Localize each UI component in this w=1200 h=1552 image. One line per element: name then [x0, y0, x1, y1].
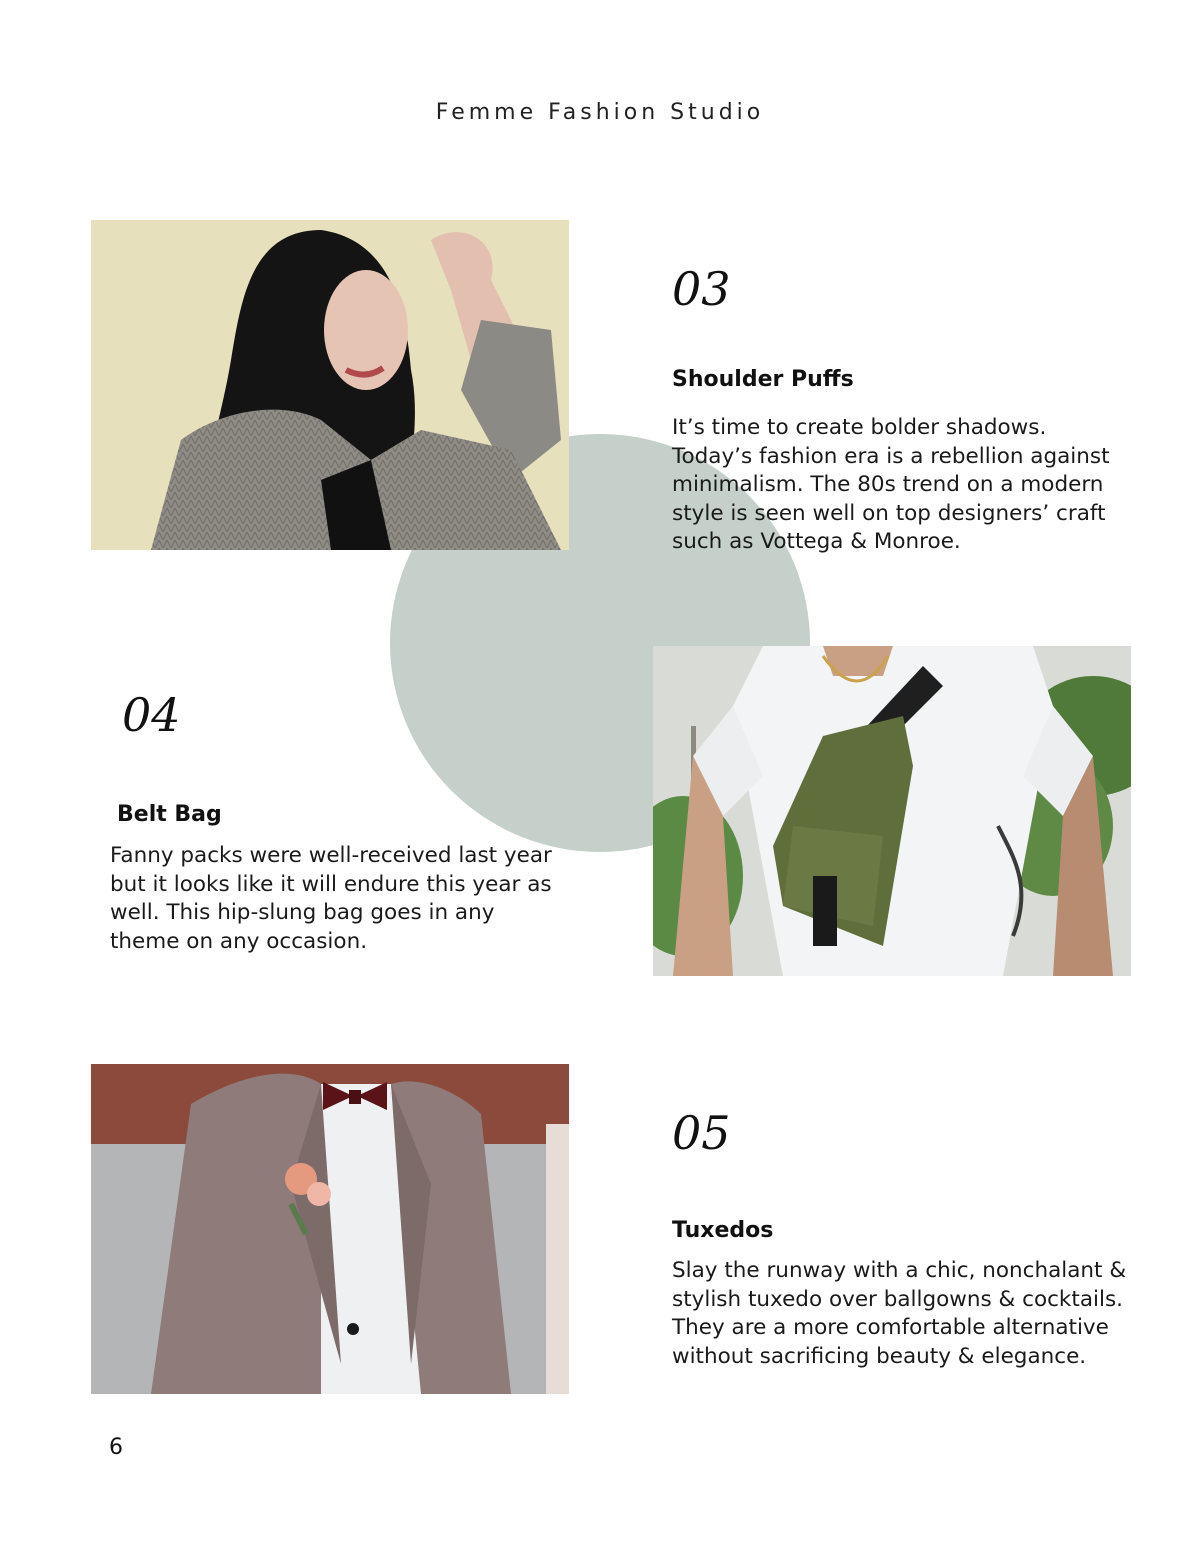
photo-woman-blazer	[91, 220, 569, 550]
section-text-shoulder-puffs: It’s time to create bolder shadows. Today’s fashion era is a rebellion against minimalism. The 80s trend on a modern style is seen well on top designers’ craft such as Vottega & Monroe.	[672, 415, 1110, 554]
section-title-tuxedos: Tuxedos	[672, 1218, 774, 1243]
photo-belt-bag	[653, 646, 1131, 976]
section-text-belt-bag: Fanny packs were well-received last year but it looks like it will endure this year as well. This hip-slung bag goes in any theme on any occasion.	[110, 843, 552, 954]
section-number-03: 03	[672, 262, 731, 316]
section-title-shoulder-puffs: Shoulder Puffs	[672, 367, 854, 392]
section-number-04: 04	[122, 688, 181, 742]
brand-title: Femme Fashion Studio	[435, 100, 765, 125]
page-number: 6	[109, 1435, 123, 1460]
section-text-tuxedos: Slay the runway with a chic, nonchalant & stylish tuxedo over ballgowns & cocktails. They are a more comfortable alternative without sacrificing beauty & elegance.	[672, 1258, 1127, 1369]
photo-tuxedo	[91, 1064, 569, 1394]
section-title-belt-bag: Belt Bag	[117, 802, 222, 827]
section-number-05: 05	[672, 1106, 731, 1160]
